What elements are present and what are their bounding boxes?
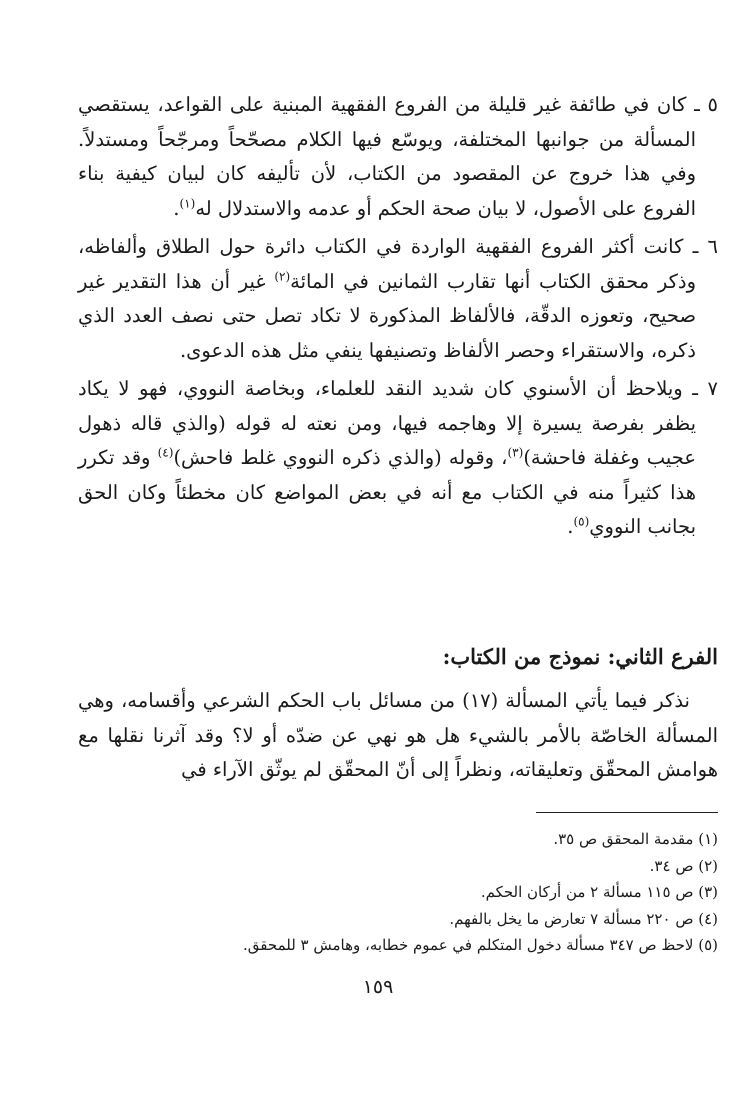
footnote-divider — [536, 812, 718, 813]
footnote-1: (١) مقدمة المحقق ص ٣٥. — [553, 830, 718, 848]
section-intro — [78, 684, 718, 788]
footnote-ref: (٤) — [157, 445, 174, 460]
item-number: ٧ ـ — [692, 377, 718, 400]
numbered-observations — [78, 88, 718, 545]
item-tail: غير أن هذا التقدير غير صحيح، وتعوزه الدقّة، فالألفاظ المذكورة لا تكاد تصل حتى نصف العدد الذي ذكره، والاستقراء وحصر الألفاظ وتصنيفها ينفي مثل هذه الدعوى. — [78, 269, 696, 362]
footnote-4: (٤) ص ٢٢٠ مسألة ٧ تعارض ما يخل بالفهم. — [449, 909, 718, 928]
section-heading: الفرع الثاني: نموذج من الكتاب: — [442, 644, 718, 669]
footnotes — [78, 826, 718, 959]
footnote-ref: (٢) — [274, 269, 291, 283]
item-tail: وقد تكرر هذا كثيراً منه في الكتاب مع أنه في بعض المواضع كان مخطئاً وكان الحق بجانب النووي — [78, 446, 696, 538]
item-text: كانت أكثر الفروع الفقهية الواردة في الكتاب دائرة حول الطلاق وألفاظه، وذكر محقق الكتاب أنها تقارب الثمانين في المائة — [78, 235, 696, 293]
footnote-ref: (٥) — [573, 514, 590, 529]
item-text-mid: ، وقوله (والذي ذكره النووي غلط فاحش) — [173, 446, 508, 469]
observation-item-5 — [78, 88, 718, 226]
item-tail-end: . — [567, 515, 574, 538]
observation-item-7 — [78, 372, 718, 545]
intro-paragraph: نذكر فيما يأتي المسألة (١٧) من مسائل باب الحكم الشرعي وأقسامه، وهي المسألة الخاصّة بالأمر بالشيء هل هو نهي عن ضدّه أو لا؟ وقد آثرنا نقلها مع هوامش المحقّق وتعليقاته، ونظراً إلى أنّ المحقّق لم يوثّق الآراء في — [78, 689, 718, 781]
item-tail: . — [173, 196, 180, 220]
item-number: ٦ ـ — [692, 235, 718, 258]
footnote-3: (٣) ص ١١٥ مسألة ٢ من أركان الحكم. — [480, 883, 718, 901]
item-text: ويلاحظ أن الأسنوي كان شديد النقد للعلماء، وبخاصة النووي، فهو لا يكاد يظفر بفرصة يسيرة إلا وهاجمه فيها، ومن نعته له قوله (والذي قاله ذهول عجيب وغفلة فاحشة) — [78, 377, 696, 469]
observation-item-6 — [78, 230, 718, 368]
item-number: ٥ ـ — [694, 93, 718, 116]
footnote-5: (٥) لاحظ ص ٣٤٧ مسألة دخول المتكلم في عموم خطابه، وهامش ٣ للمحقق. — [243, 936, 718, 954]
footnote-2: (٢) ص ٣٤. — [649, 856, 718, 875]
item-text: كان في طائفة غير قليلة من الفروع الفقهية المبنية على القواعد، يستقصي المسألة من جوانبها المختلفة، ويوسّع فيها الكلام مصحّحاً ومرجّحاً ومستدلاً. وفي هذا خروج عن المقصود من الكتاب، لأن تأليفه كان لبيان كيفية بناء الفروع على الأصول، لا بيان صحة الحكم أو عدمه والاستدلال له — [78, 93, 696, 220]
footnote-ref: (١) — [179, 196, 196, 210]
footnote-ref: (٣) — [507, 445, 524, 460]
page-number: ١٥٩ — [362, 976, 394, 998]
